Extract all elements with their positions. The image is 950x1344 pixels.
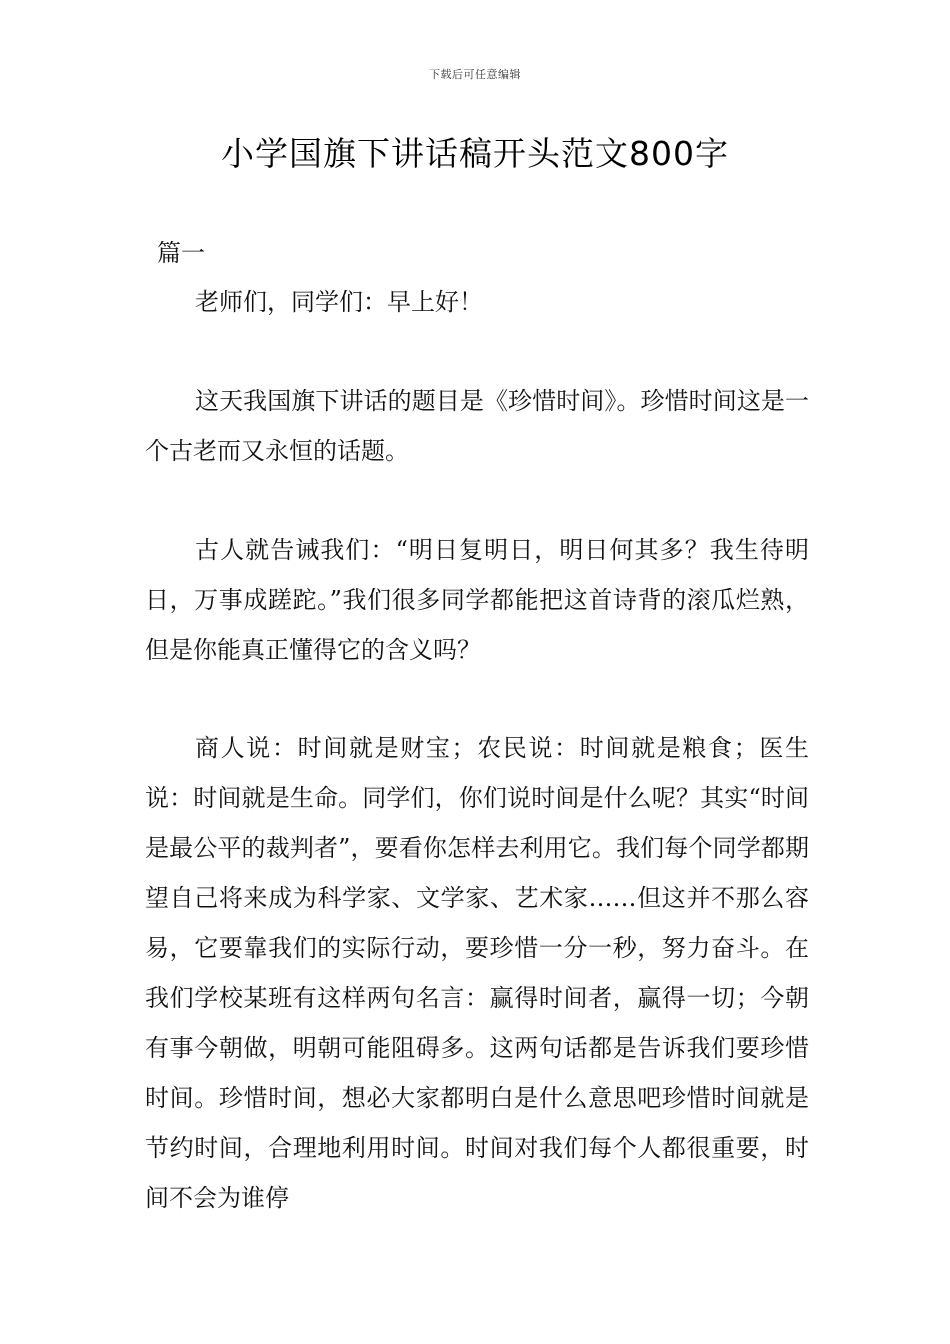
body-paragraph-3: 商人说：时间就是财宝；农民说：时间就是粮食；医生说：时间就是生命。同学们，你们说时间是什么呢？其实“时间是最公平的裁判者”，要看你怎样去利用它。我们每个同学都期望自己将来成为科学家、文学家、艺术家……但这并不那么容易，它要靠我们的实际行动，要珍惜一分一秒，努力奋斗。在我们学校某班有这样两句名言：赢得时间者，赢得一切；今朝有事今朝做，明朝可能阻碍多。这两句话都是告诉我们要珍惜时间。珍惜时间，想必大家都明白是什么意思吧珍惜时间就是节约时间，合理地利用时间。时间对我们每个人都很重要，时间不会为谁停 — [145, 734, 809, 1212]
header-note: 下载后可任意编辑 — [429, 68, 521, 81]
document-title: 小学国旗下讲话稿开头范文800字 — [221, 134, 729, 173]
body-paragraph-2: 古人就告诫我们：“明日复明日，明日何其多？我生待明日，万事成蹉跎。”我们很多同学都能把这首诗背的滚瓜烂熟，但是你能真正懂得它的含义吗？ — [145, 536, 809, 664]
body-paragraph-1: 这天我国旗下讲话的题目是《珍惜时间》。珍惜时间这是一个古老而又永恒的话题。 — [145, 387, 809, 465]
section-label: 篇一 — [157, 239, 205, 267]
greeting-paragraph: 老师们，同学们：早上好！ — [195, 288, 483, 316]
